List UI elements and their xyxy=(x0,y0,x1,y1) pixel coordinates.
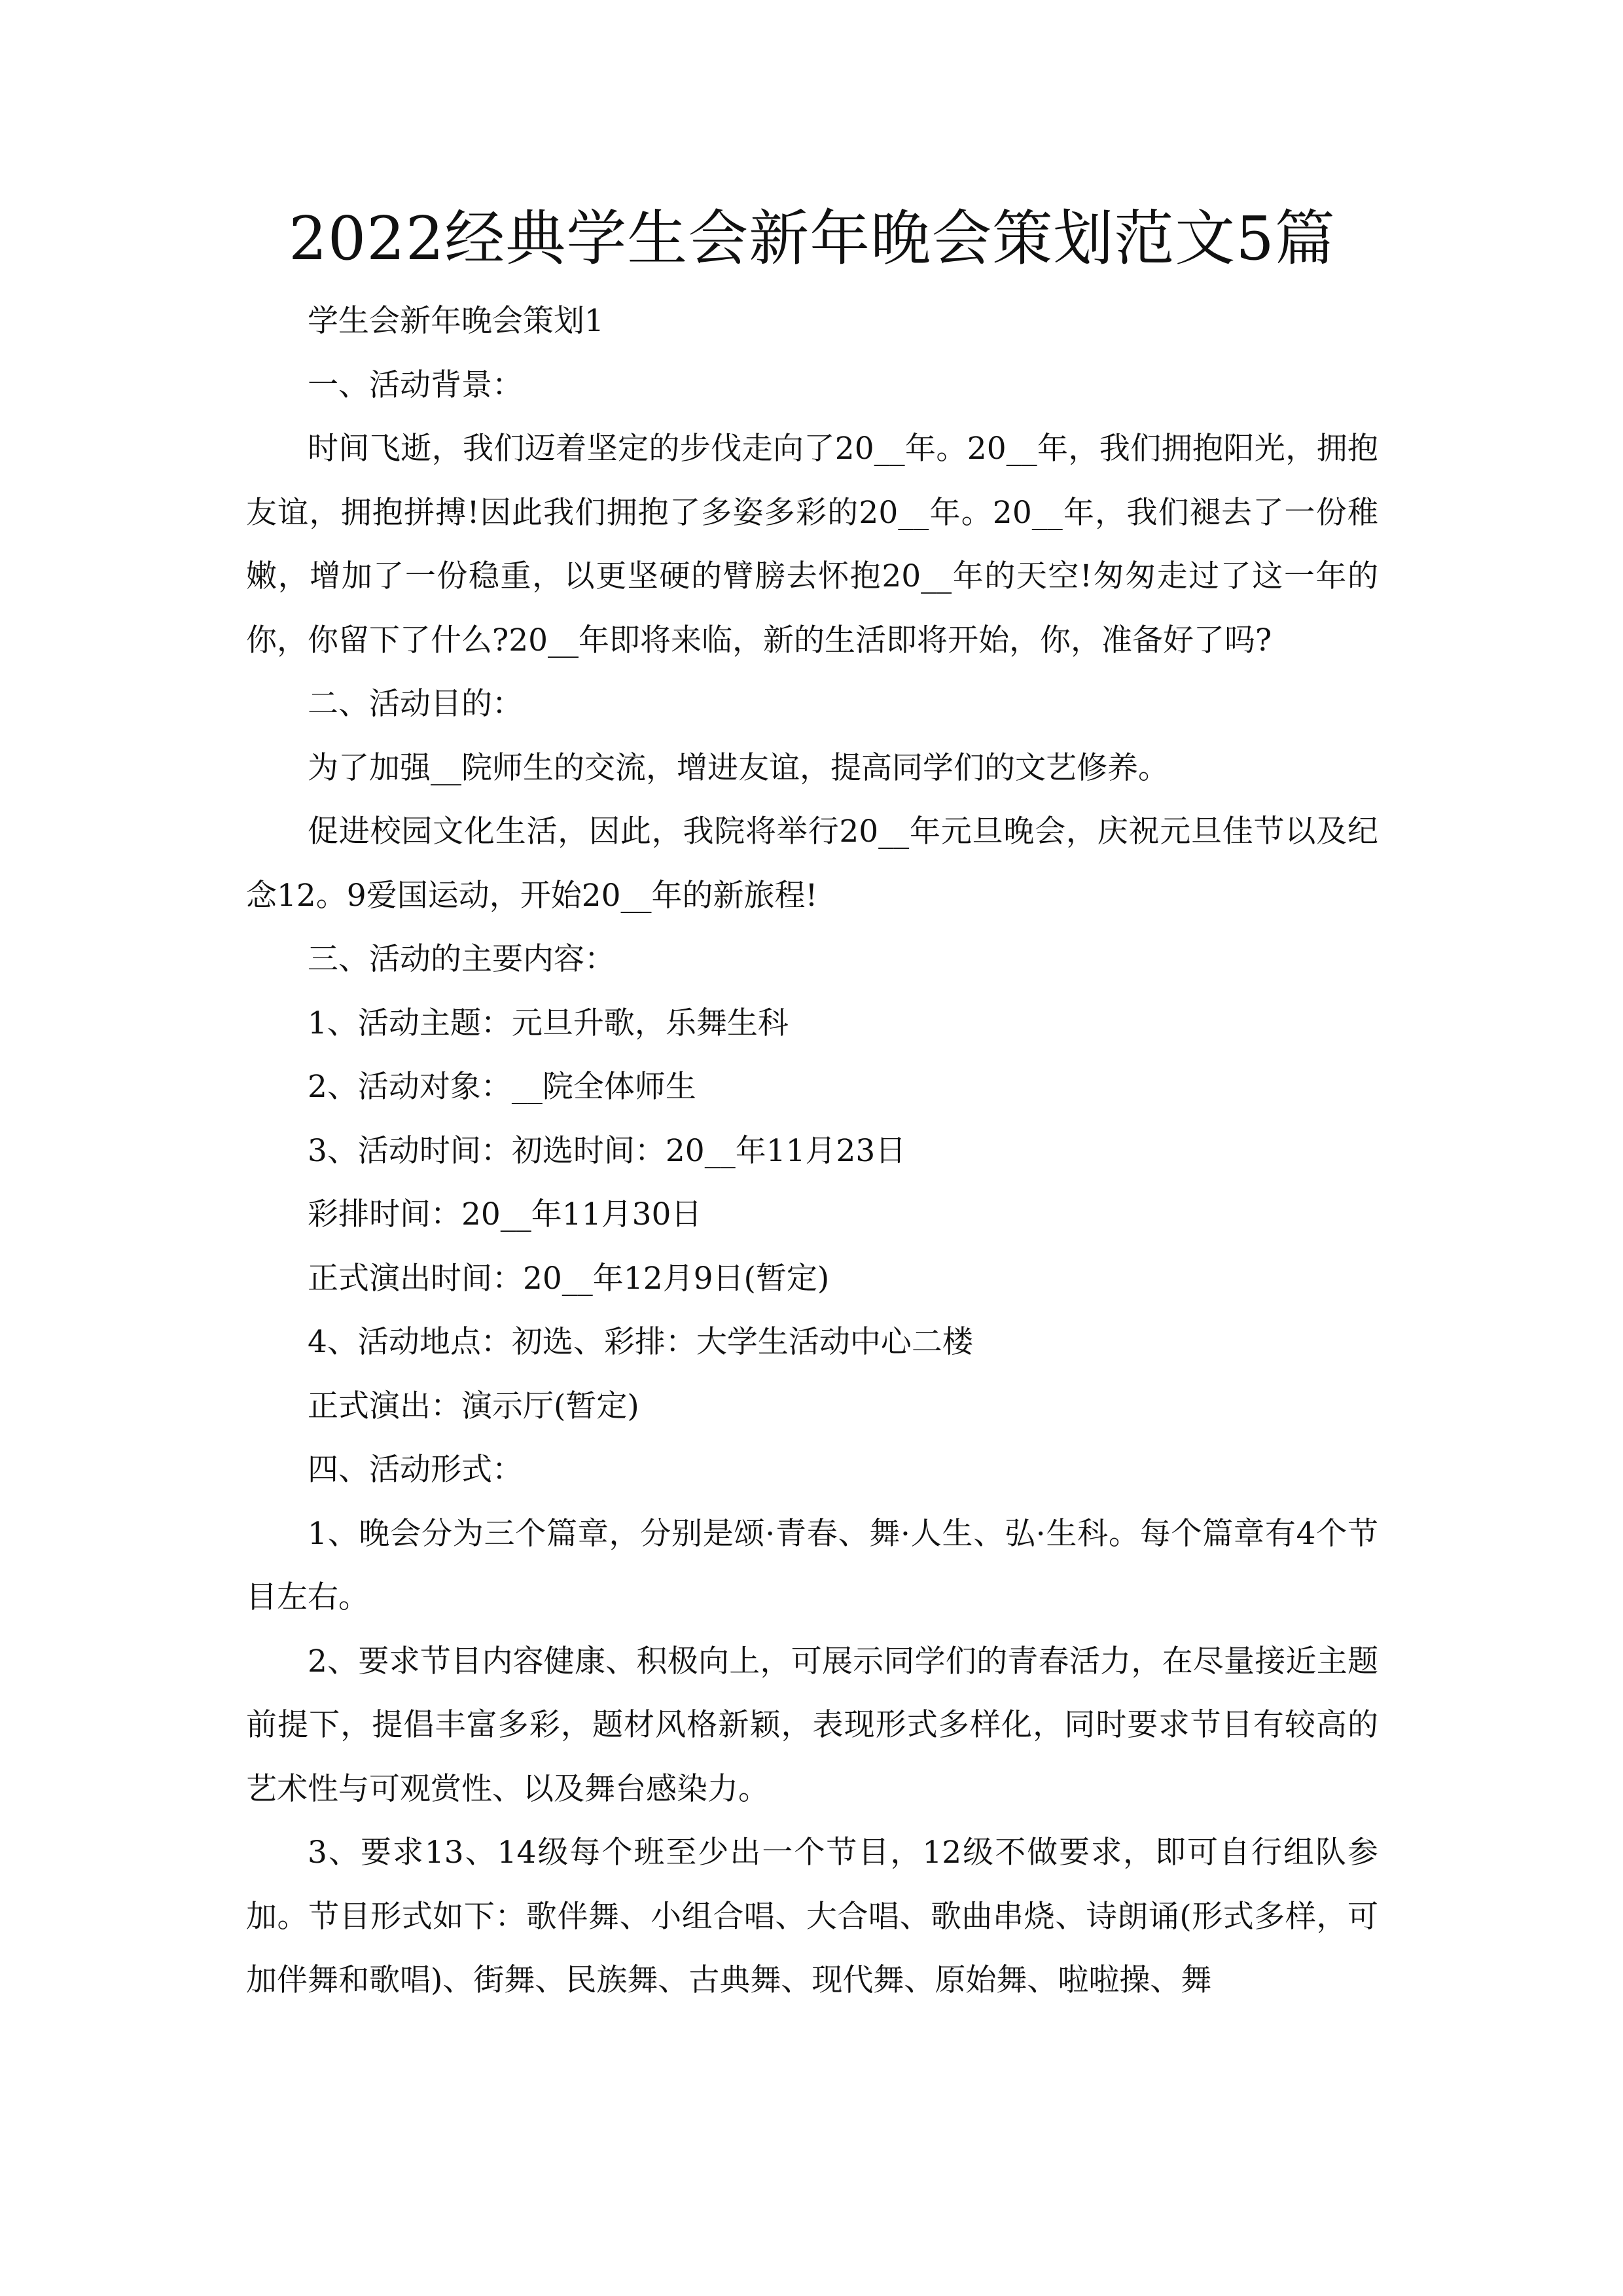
heading-main-content: 三、活动的主要内容： xyxy=(308,941,615,977)
item-time: 3、活动时间：初选时间：20__年11月23日 xyxy=(308,1132,906,1169)
document-body xyxy=(246,289,1378,2013)
paragraph-format-2: 2、要求节目内容健康、积极向上，可展示同学们的青春活力，在尽量接近主题前提下，提倡丰富多彩，题材风格新颖，表现形式多样化，同时要求节目有较高的艺术性与可观赏性、以及舞台感染力。 xyxy=(246,1643,1378,1807)
item-rehearsal-time: 彩排时间：20__年11月30日 xyxy=(308,1196,702,1232)
heading-background: 一、活动背景： xyxy=(308,367,523,403)
paragraph-format-3: 3、要求13、14级每个班至少出一个节目，12级不做要求，即可自行组队参加。节目形式如下：歌伴舞、小组合唱、大合唱、歌曲串烧、诗朗诵(形式多样，可加伴舞和歌唱)、街舞、民族舞、古典舞、现代舞、原始舞、啦啦操、舞 xyxy=(246,1835,1378,1998)
item-audience: 2、活动对象：__院全体师生 xyxy=(308,1069,696,1105)
item-theme: 1、活动主题：元旦升歌，乐舞生科 xyxy=(308,1005,789,1041)
heading-format: 四、活动形式： xyxy=(308,1452,523,1488)
paragraph-purpose-1: 为了加强__院师生的交流，增进友谊，提高同学们的文艺修养。 xyxy=(308,749,1169,786)
section-subtitle: 学生会新年晚会策划1 xyxy=(308,303,604,339)
paragraph-format-1: 1、晚会分为三个篇章，分别是颂·青春、舞·人生、弘·生科。每个篇章有4个节目左右。 xyxy=(246,1515,1378,1615)
document-title: 2022经典学生会新年晚会策划范文5篇 xyxy=(289,204,1336,274)
paragraph-background: 时间飞逝，我们迈着坚定的步伐走向了20__年。20__年，我们拥抱阳光，拥抱友谊，拥抱拼搏!因此我们拥抱了多姿多彩的20__年。20__年，我们褪去了一份稚嫩，增加了一份稳重，以更坚硬的臂膀去怀抱20__年的天空!匆匆走过了这一年的你，你留下了什么?20__年即将来临，新的生活即将开始，你，准备好了吗? xyxy=(246,431,1379,658)
paragraph-purpose-2: 促进校园文化生活，因此，我院将举行20__年元旦晚会，庆祝元旦佳节以及纪念12。9爱国运动，开始20__年的新旅程! xyxy=(246,814,1378,914)
heading-purpose: 二、活动目的： xyxy=(308,686,523,722)
item-show-time: 正式演出时间：20__年12月9日(暂定) xyxy=(308,1260,830,1297)
item-show-location: 正式演出：演示厅(暂定) xyxy=(308,1388,639,1424)
item-location: 4、活动地点：初选、彩排：大学生活动中心二楼 xyxy=(308,1324,973,1360)
